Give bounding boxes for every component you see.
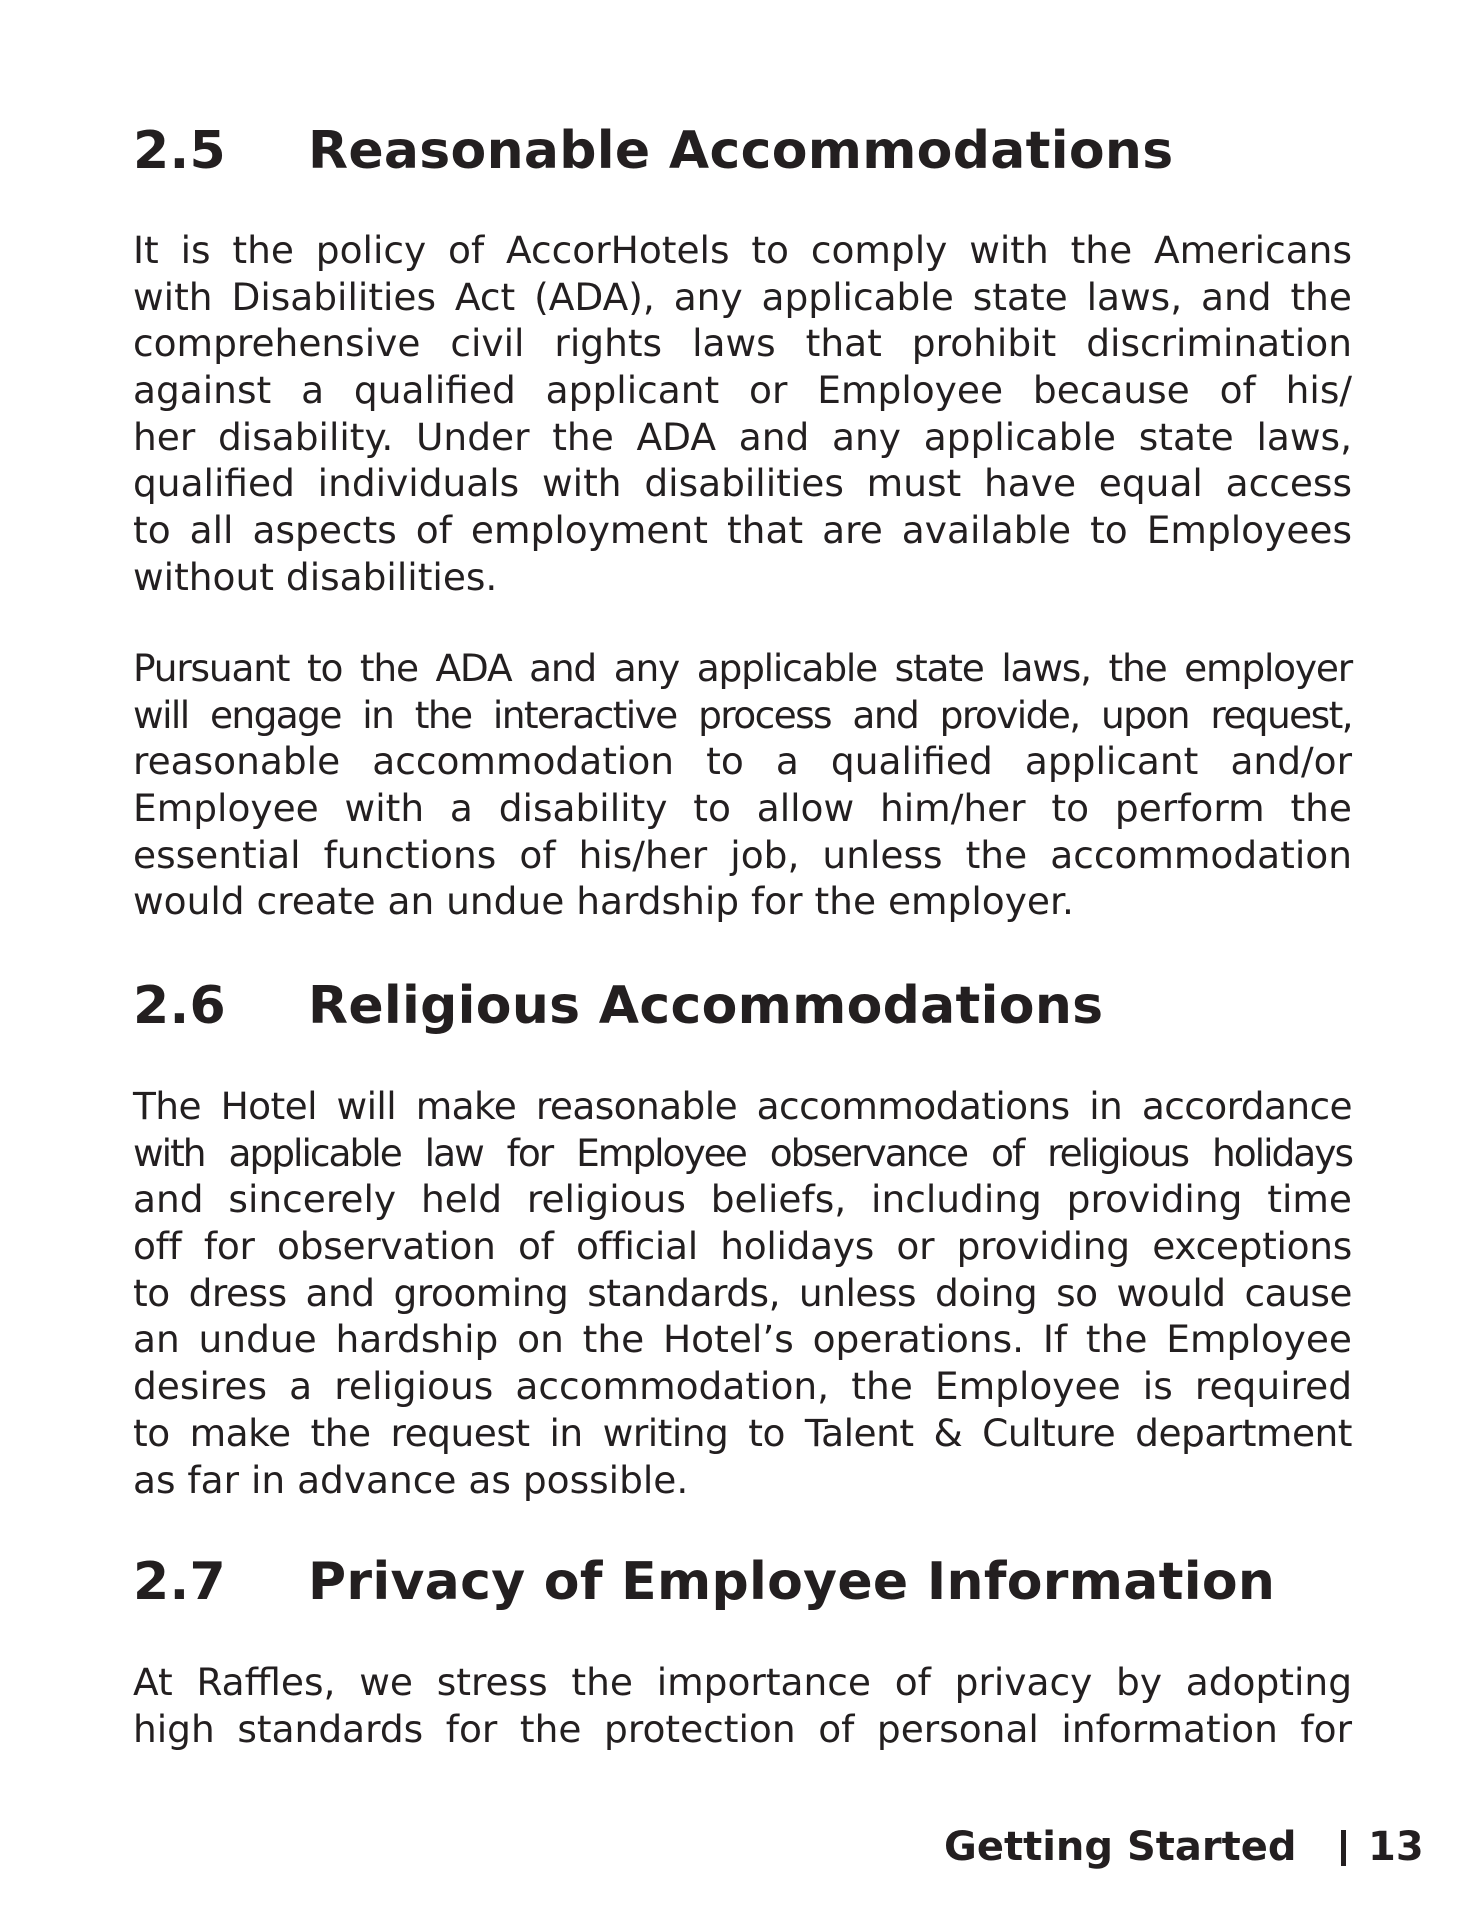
text-line: will engage in the interactive process and provide, upon request,	[133, 692, 1352, 737]
section-number: 2.7	[133, 1552, 227, 1612]
text-line: would create an undue hardship for the employer.	[133, 879, 1074, 924]
text-line: comprehensive civil rights laws that prohibit discrimination	[133, 321, 1352, 366]
text-line: to all aspects of employment that are available to Employees	[133, 508, 1352, 553]
section-title: Reasonable Accommodations	[308, 121, 1174, 181]
section-title: Privacy of Employee Information	[308, 1552, 1276, 1612]
text-line: to make the request in writing to Talent & Culture department	[133, 1410, 1352, 1455]
paragraph-privacy	[133, 1659, 1352, 1752]
text-line: her disability. Under the ADA and any applicable state laws,	[133, 414, 1352, 459]
text-line: essential functions of his/her job, unless the accommodation	[133, 832, 1352, 877]
text-line: At Raffles, we stress the importance of privacy by adopting	[133, 1660, 1352, 1704]
text-line: high standards for the protection of personal information for	[133, 1706, 1352, 1751]
text-line: Employee with a disability to allow him/her to perform the	[133, 786, 1352, 831]
text-line: off for observation of official holidays or providing exceptions	[133, 1224, 1352, 1269]
paragraph-religious-accommodations	[133, 1083, 1352, 1503]
text-line: qualified individuals with disabilities must have equal access	[133, 461, 1352, 506]
text-line: as far in advance as possible.	[133, 1457, 689, 1502]
footer-divider	[1341, 1830, 1346, 1866]
footer-section-name: Getting Started	[944, 1824, 1297, 1870]
section-title: Religious Accommodations	[308, 976, 1104, 1036]
text-line: against a qualified applicant or Employee because of his/	[133, 368, 1352, 413]
text-line: with applicable law for Employee observance of religious holidays	[133, 1130, 1352, 1175]
text-line: desires a religious accommodation, the Employee is required	[133, 1364, 1352, 1409]
paragraph-ada-policy	[133, 227, 1352, 601]
text-line: reasonable accommodation to a qualified applicant and/or	[133, 739, 1352, 784]
section-number: 2.5	[133, 121, 227, 181]
page-footer	[0, 1822, 1484, 1872]
section-number: 2.6	[133, 976, 227, 1036]
page-number: 13	[1368, 1824, 1424, 1870]
paragraph-interactive-process	[133, 645, 1352, 925]
text-line: The Hotel will make reasonable accommodations in accordance	[133, 1084, 1352, 1128]
text-line: It is the policy of AccorHotels to comply with the Americans	[133, 228, 1352, 272]
text-line: without disabilities.	[133, 554, 498, 599]
text-line: with Disabilities Act (ADA), any applicable state laws, and the	[133, 274, 1352, 319]
text-line: and sincerely held religious beliefs, including providing time	[133, 1177, 1352, 1222]
text-line: to dress and grooming standards, unless doing so would cause	[133, 1270, 1352, 1315]
text-line: Pursuant to the ADA and any applicable state laws, the employer	[133, 646, 1352, 690]
text-line: an undue hardship on the Hotel’s operations. If the Employee	[133, 1317, 1352, 1362]
